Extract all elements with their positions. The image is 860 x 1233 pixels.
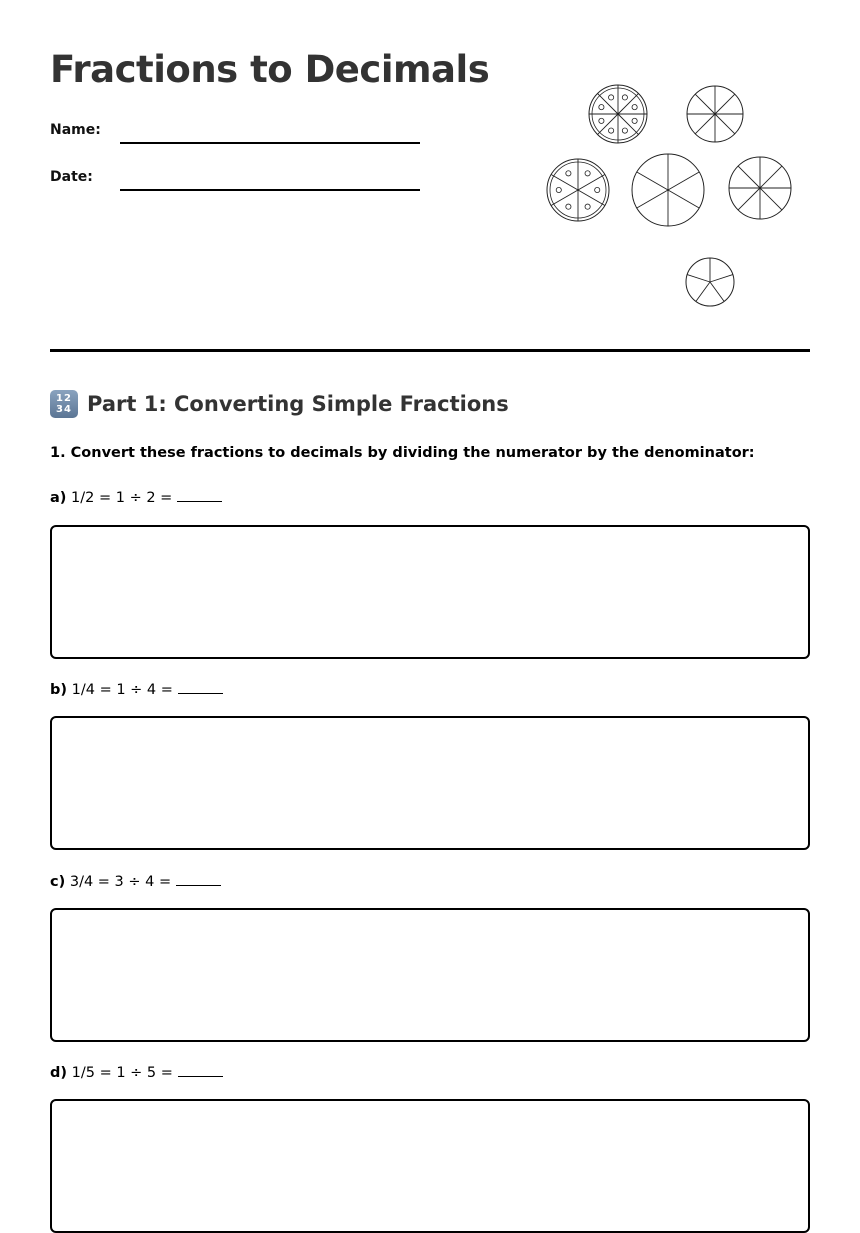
work-box-a[interactable] bbox=[50, 525, 810, 659]
fraction-pies-illustration bbox=[540, 80, 800, 315]
question-a bbox=[50, 487, 222, 506]
pie-sixths-icon bbox=[632, 154, 704, 226]
question-letter: d) bbox=[50, 1065, 68, 1081]
work-box-d[interactable] bbox=[50, 1099, 810, 1233]
date-line[interactable] bbox=[120, 189, 420, 191]
pizza-sixths-icon bbox=[547, 159, 609, 221]
section-title: Part 1: Converting Simple Fractions bbox=[87, 392, 509, 416]
name-label: Name: bbox=[50, 122, 101, 138]
date-field bbox=[50, 169, 420, 193]
answer-blank[interactable] bbox=[178, 679, 223, 694]
question-expression: 3/4 = 3 ÷ 4 = bbox=[69, 874, 172, 890]
work-box-c[interactable] bbox=[50, 908, 810, 1042]
question-expression: 1/5 = 1 ÷ 5 = bbox=[71, 1065, 173, 1081]
question-d bbox=[50, 1062, 223, 1081]
question-expression: 1/4 = 1 ÷ 4 = bbox=[71, 682, 173, 698]
work-box-b[interactable] bbox=[50, 716, 810, 850]
pie-fifths-icon bbox=[686, 258, 734, 306]
question-letter: c) bbox=[50, 874, 66, 890]
question-b bbox=[50, 679, 223, 698]
question-letter: a) bbox=[50, 490, 67, 506]
pie-eighths-icon bbox=[687, 86, 743, 142]
question-c bbox=[50, 871, 221, 890]
name-field bbox=[50, 122, 420, 146]
page-title: Fractions to Decimals bbox=[50, 48, 490, 91]
question-letter: b) bbox=[50, 682, 68, 698]
date-label: Date: bbox=[50, 169, 93, 185]
section-heading bbox=[50, 389, 509, 419]
answer-blank[interactable] bbox=[176, 871, 221, 886]
input-numbers-icon: 12 34 bbox=[50, 390, 78, 418]
header-divider bbox=[50, 349, 810, 352]
question-expression: 1/2 = 1 ÷ 2 = bbox=[71, 490, 173, 506]
name-line[interactable] bbox=[120, 142, 420, 144]
pizza-slices-icon bbox=[589, 85, 647, 143]
answer-blank[interactable] bbox=[178, 1062, 223, 1077]
answer-blank[interactable] bbox=[177, 487, 222, 502]
pie-eighths-icon bbox=[729, 157, 791, 219]
instruction-text: 1. Convert these fractions to decimals by dividing the numerator by the denominator: bbox=[50, 445, 755, 461]
